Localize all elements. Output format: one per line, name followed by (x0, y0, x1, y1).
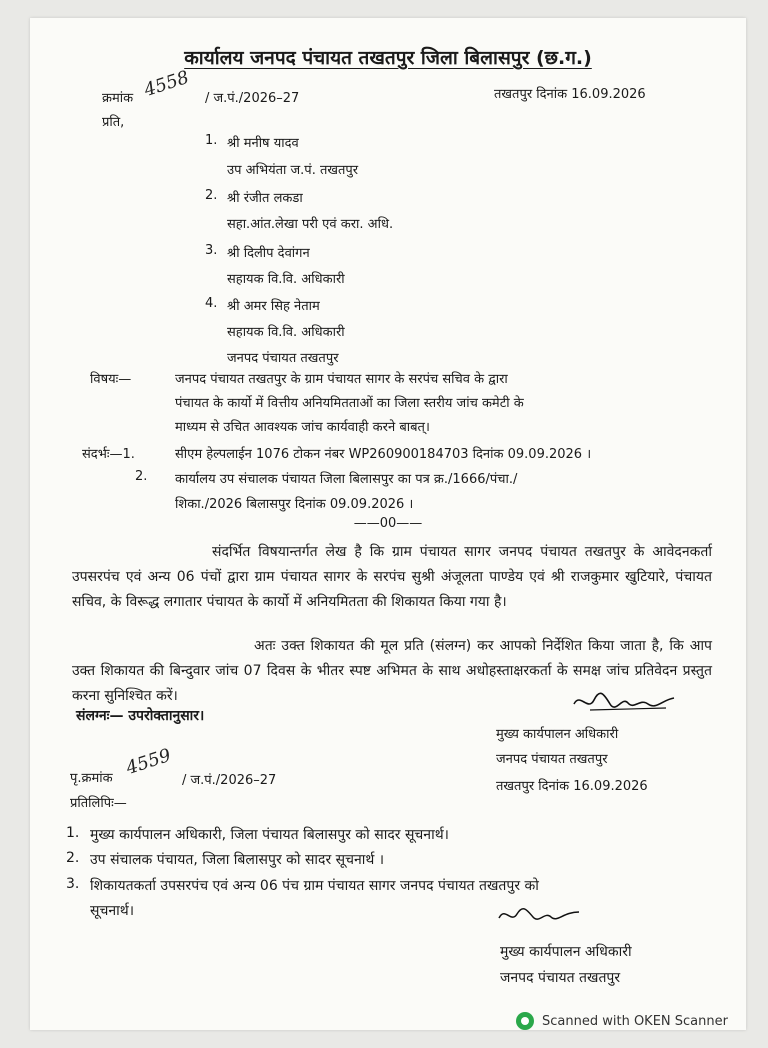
signatory-office: जनपद पंचायत तखतपुर (496, 752, 608, 767)
copy-item-text-cont: सूचनार्थ। (90, 903, 135, 919)
recipient-name: श्री मनीष यादव (227, 136, 299, 151)
recipient-name: श्री रंजीत लकडा (227, 191, 303, 206)
recipient-num: 4. (205, 296, 218, 311)
oken-scanner-logo-icon (516, 1012, 534, 1030)
endorsement-signatory-title: मुख्य कार्यपालन अधिकारी (500, 944, 632, 960)
ref-num: 2. (135, 469, 148, 484)
prati-label: प्रति, (102, 115, 125, 130)
body-paragraph-2: अतः उक्त शिकायत की मूल प्रति (संलग्न) कर आपको निर्देशित किया जाता है, कि आप उक्त शिकायत की बिन्दुवार जांच 07 दिवस के भीतर स्पष्ट अभिमत के साथ अधोहस्ताक्षरकर्ता के समक्ष जांच प्रतिवेदन प्रस्तुत करना सुनिश्चित करें। (72, 638, 712, 704)
refs-label: संदर्भः—1. (82, 447, 135, 462)
copy-item-text: मुख्य कार्यपालन अधिकारी, जिला पंचायत बिलासपुर को सादर सूचनार्थ। (90, 827, 449, 843)
signature-1 (570, 686, 680, 716)
recipient-designation: सहायक वि.वि. अधिकारी (227, 272, 345, 287)
signatory-title: मुख्य कार्यपालन अधिकारी (496, 727, 619, 742)
subject-line: माध्यम से उचित आवश्यक जांच कार्यवाही करने बाबत्। (175, 420, 430, 435)
place-date: तखतपुर दिनांक 16.09.2026 (494, 87, 646, 102)
ref-suffix: / ज.पं./2026–27 (205, 91, 300, 106)
subject-line: पंचायत के कार्यो में वित्तीय अनियमितताओं का जिला स्तरीय जांच कमेटी के (175, 396, 524, 411)
scanner-label: Scanned with OKEN Scanner (542, 1013, 728, 1029)
recipient-designation: सहा.आंत.लेखा परी एवं करा. अधि. (227, 217, 394, 232)
recipient-office: जनपद पंचायत तखतपुर (227, 351, 339, 366)
ref-line: सीएम हेल्पलाईन 1076 टोकन नंबर WP260900184703 दिनांक 09.09.2026 । (175, 447, 592, 462)
copy-item-text: शिकायतकर्ता उपसरपंच एवं अन्य 06 पंच ग्राम पंचायत सागर जनपद पंचायत तखतपुर को (90, 878, 539, 894)
scanner-watermark (516, 1012, 728, 1030)
recipient-num: 2. (205, 188, 218, 203)
ref-number-handwritten: 4558 (141, 66, 192, 101)
endorsement-ref-number-handwritten: 4559 (123, 744, 174, 779)
copy-item-num: 3. (66, 876, 80, 892)
divider: ——00—— (353, 516, 423, 531)
recipient-num: 1. (205, 133, 218, 148)
recipient-name: श्री दिलीप देवांगन (227, 246, 310, 261)
body-paragraph-1: संदर्भित विषयान्तर्गत लेख है कि ग्राम पंचायत सागर जनपद पंचायत तखतपुर के आवेदनकर्ता उपसरपंच एवं अन्य 06 पंचों द्वारा ग्राम पंचायत सागर के सरपंच सुश्री अंजूलता पाण्डेय एवं श्री राजकुमार खुटियारे, पंचायत सचिव, के विरूद्ध लगातार पंचायत के कार्यो में अनियमितता की शिकायत किया गया है। (72, 544, 712, 610)
recipient-name: श्री अमर सिह नेताम (227, 299, 320, 314)
recipient-designation: सहायक वि.वि. अधिकारी (227, 325, 345, 340)
ref-prefix: क्रमांक (102, 91, 134, 106)
office-title: कार्यालय जनपद पंचायत तखतपुर जिला बिलासपुर (छ.ग.) (184, 47, 592, 69)
ref-line: शिका./2026 बिलासपुर दिनांक 09.09.2026 । (175, 497, 414, 512)
enclosure: संलग्नः— उपरोक्तानुसार। (76, 708, 205, 724)
ref-line: कार्यालय उप संचालक पंचायत जिला बिलासपुर का पत्र क्र./1666/पंचा./ (175, 472, 518, 487)
endorsement-ref-suffix: / ज.पं./2026–27 (182, 773, 277, 788)
copy-item-num: 2. (66, 850, 80, 866)
endorsement-signatory-office: जनपद पंचायत तखतपुर (500, 970, 621, 986)
subject-line: जनपद पंचायत तखतपुर के ग्राम पंचायत सागर के सरपंच सचिव के द्वारा (175, 372, 508, 387)
recipient-num: 3. (205, 243, 218, 258)
copy-item-text: उप संचालक पंचायत, जिला बिलासपुर को सादर सूचनार्थ । (90, 852, 385, 868)
endorsement-ref-prefix: पृ.क्रमांक (70, 771, 113, 786)
signatory-date: तखतपुर दिनांक 16.09.2026 (496, 779, 648, 794)
copy-label: प्रतिलिपिः— (70, 796, 127, 811)
recipient-designation: उप अभियंता ज.पं. तखतपुर (227, 163, 359, 178)
subject-label: विषयः— (90, 372, 132, 387)
document-page (30, 18, 746, 1030)
copy-item-num: 1. (66, 825, 80, 841)
signature-2 (495, 902, 585, 928)
